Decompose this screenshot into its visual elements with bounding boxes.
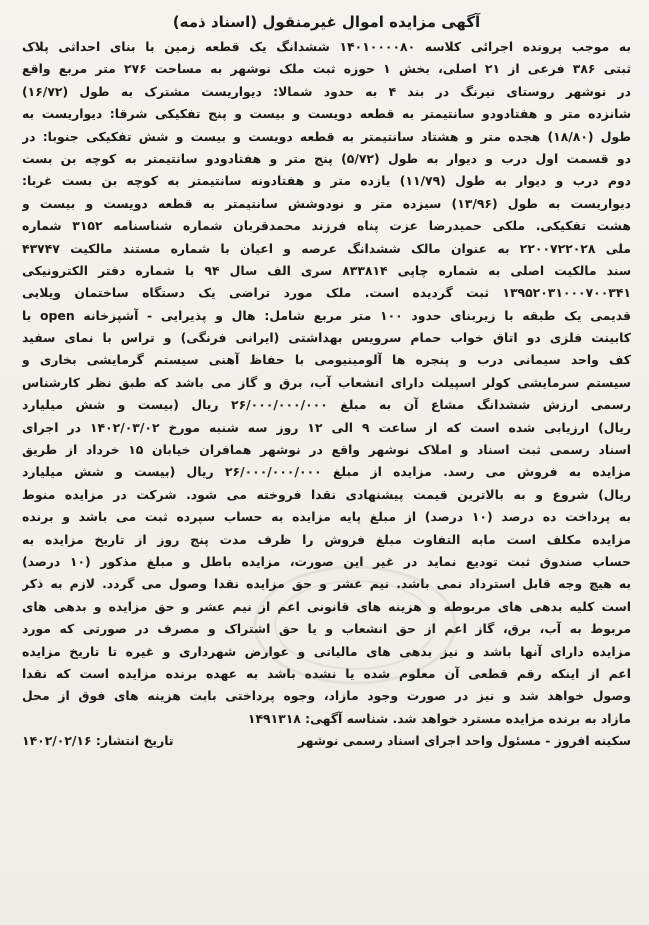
notice-line: دو قسمت اول درب و دیوار به طول (۵/۷۲) پنج متر و هفتادودو سانتیمتر به کوچه بن بست [22,150,631,166]
notice-line: طول (۱۸/۸۰) هجده متر و هشتاد سانتیمتر به قطعه دویست و بیست و شش تفکیکی جنوبا: در [22,128,631,144]
notice-line: مزایده به فروش می رسد. مزایده از مبلغ ۲۶/۰۰۰/۰۰۰/۰۰۰ ریال (بیست و شش میلیارد [22,464,631,480]
notice-line: دیواریست به طول (۱۳/۹۶) سیزده متر و نودوشش سانتیمتر به قطعه دویست و بیست و [22,195,631,211]
notice-line: سند مالکیت اصلی به شماره چاپی ۸۳۳۸۱۴ سری الف سال ۹۴ با شماره دفتر الکترونیکی [22,262,631,278]
notice-line: ۱۳۹۵۲۰۳۱۰۰۰۷۰۰۳۴۱ ثبت گردیده است. ملک مورد تراضی یک دستگاه ساختمان ویلایی [22,285,631,301]
signer-line: سکینه افروز - مسئول واحد اجرای اسناد رسمی نوشهر [297,733,631,749]
notice-line: در نوشهر روستای نیرنگ در بند ۴ به حدود شمالا: دیواریست مشترک به طول (۱۶/۷۲) [22,83,631,99]
notice-line: ریال) ارزیابی شده است که از ساعت ۹ الی ۱۲ روز سه شنبه مورخ ۱۴۰۲/۰۳/۰۲ در اجرای [22,419,631,435]
notice-line: اعم از اینکه رقم قطعی آن معلوم شده یا نشده باشد به عهده برنده مزایده است که نقدا [22,665,631,681]
notice-line: قدیمی یک طبقه با زیربنای حدود ۱۰۰ متر مربع شامل: هال و پذیرایی - آشپزخانه open با [22,307,631,323]
notice-line: ثبتی ۳۸۶ فرعی از ۲۱ اصلی، بخش ۱ حوزه ثبت ملک نوشهر به مساحت ۲۷۶ متر مربع واقع [22,61,631,77]
notice-line: رسمی ارزش ششدانگ مشاع آن به مبلغ ۲۶/۰۰۰/۰۰۰/۰۰۰ ریال (بیست و شش میلیارد [22,397,631,413]
notice-body [22,36,631,730]
notice-line: دوم درب و دیوار به طول (۱۱/۷۹) یازده متر و هفتادونه سانتیمتر به کوچه بن بست غربا: [22,173,631,189]
notice-line: است کلیه بدهی های مربوطه و هزینه های قانونی اعم از نیم عشر و حق مزایده و بدهی های [22,598,631,614]
notice-line: سیستم سرمایشی کولر اسپیلت دارای انشعاب آب، برق و گاز می باشد که طبق نظر کارشناس [22,374,631,390]
notice-line: هشت تفکیکی. ملکی حمیدرضا عزت پناه فرزند محمدقربان شماره شناسنامه ۳۱۵۲ شماره [22,218,631,234]
notice-line: حساب صندوق ثبت تودیع نماید در غیر این صورت، مزایده باطل و مبلغ مذکور (۱۰ درصد) [22,553,631,569]
notice-line: مربوط به آب، برق، گاز اعم از حق انشعاب و یا حق اشتراک و مصرف در صورتی که مورد [22,621,631,637]
notice-title: آگهی مزایده اموال غیرمنقول (اسناد ذمه) [172,13,481,31]
notice-line: ملی ۲۲۰۰۷۲۲۰۲۸ به عنوان مالک ششدانگ عرصه و اعیان با شماره مستند مالکیت ۴۳۷۴۷ [22,240,631,256]
notice-line: اسناد رسمی ثبت اسناد و املاک نوشهر واقع در نوشهر همافران خیابان ۱۵ خرداد از طریق [22,442,631,458]
notice-line: وصول خواهد شد و نیز در صورت وجود مازاد، وجوه پرداختی بابت هزینه های فوق از محل [22,688,631,704]
notice-line: به هیچ وجه قابل استرداد نمی باشد. نیم عشر و حق مزایده نقدا وصول می گردد. لازم به ذکر [22,576,631,592]
notice-line: ریال) شروع و به بالاترین قیمت پیشنهادی نقدا فروخته می شود. شرکت در مزایده منوط [22,486,631,502]
notice-footer [22,730,631,752]
notice-line: به موجب پرونده اجرائی کلاسه ۱۴۰۱۰۰۰۰۸۰ ششدانگ یک قطعه زمین با بنای احداثی پلاک [22,39,631,54]
notice-line: کابینت فلزی دو اتاق خواب حمام سرویس بهداشتی (ایرانی فرنگی) و تراس با نمای سفید [22,330,631,346]
notice-line: مزایده دارای آنها باشد و نیز بدهی های مالیاتی و عوارض شهرداری و غیره تا تاریخ مزایده [22,643,631,659]
notice-line: مازاد به برنده مزایده مسترد خواهد شد. شناسه آگهی: ۱۴۹۱۳۱۸ [247,710,631,726]
notice-line: شانزده متر و هفتادودو سانتیمتر به قطعه دویست و بیست و پنج تفکیکی شرقا: دیواریست به [22,106,631,122]
notice-line: مزایده مکلف است مابه التفاوت مبلغ فروش را ظرف مدت پنج روز از تاریخ مزایده به [22,531,631,547]
notice-line: به پرداخت ده درصد (۱۰ درصد) از مبلغ پایه مزایده به حساب سپرده ثبت می باشد و برنده [22,509,631,525]
notice-line: کف واحد سیمانی درب و پنجره ها آلومینیومی با حفاظ آهنی سیستم گرمایشی بخاری و [22,352,631,368]
publish-date: تاریخ انتشار: ۱۴۰۲/۰۲/۱۶ [22,733,174,749]
